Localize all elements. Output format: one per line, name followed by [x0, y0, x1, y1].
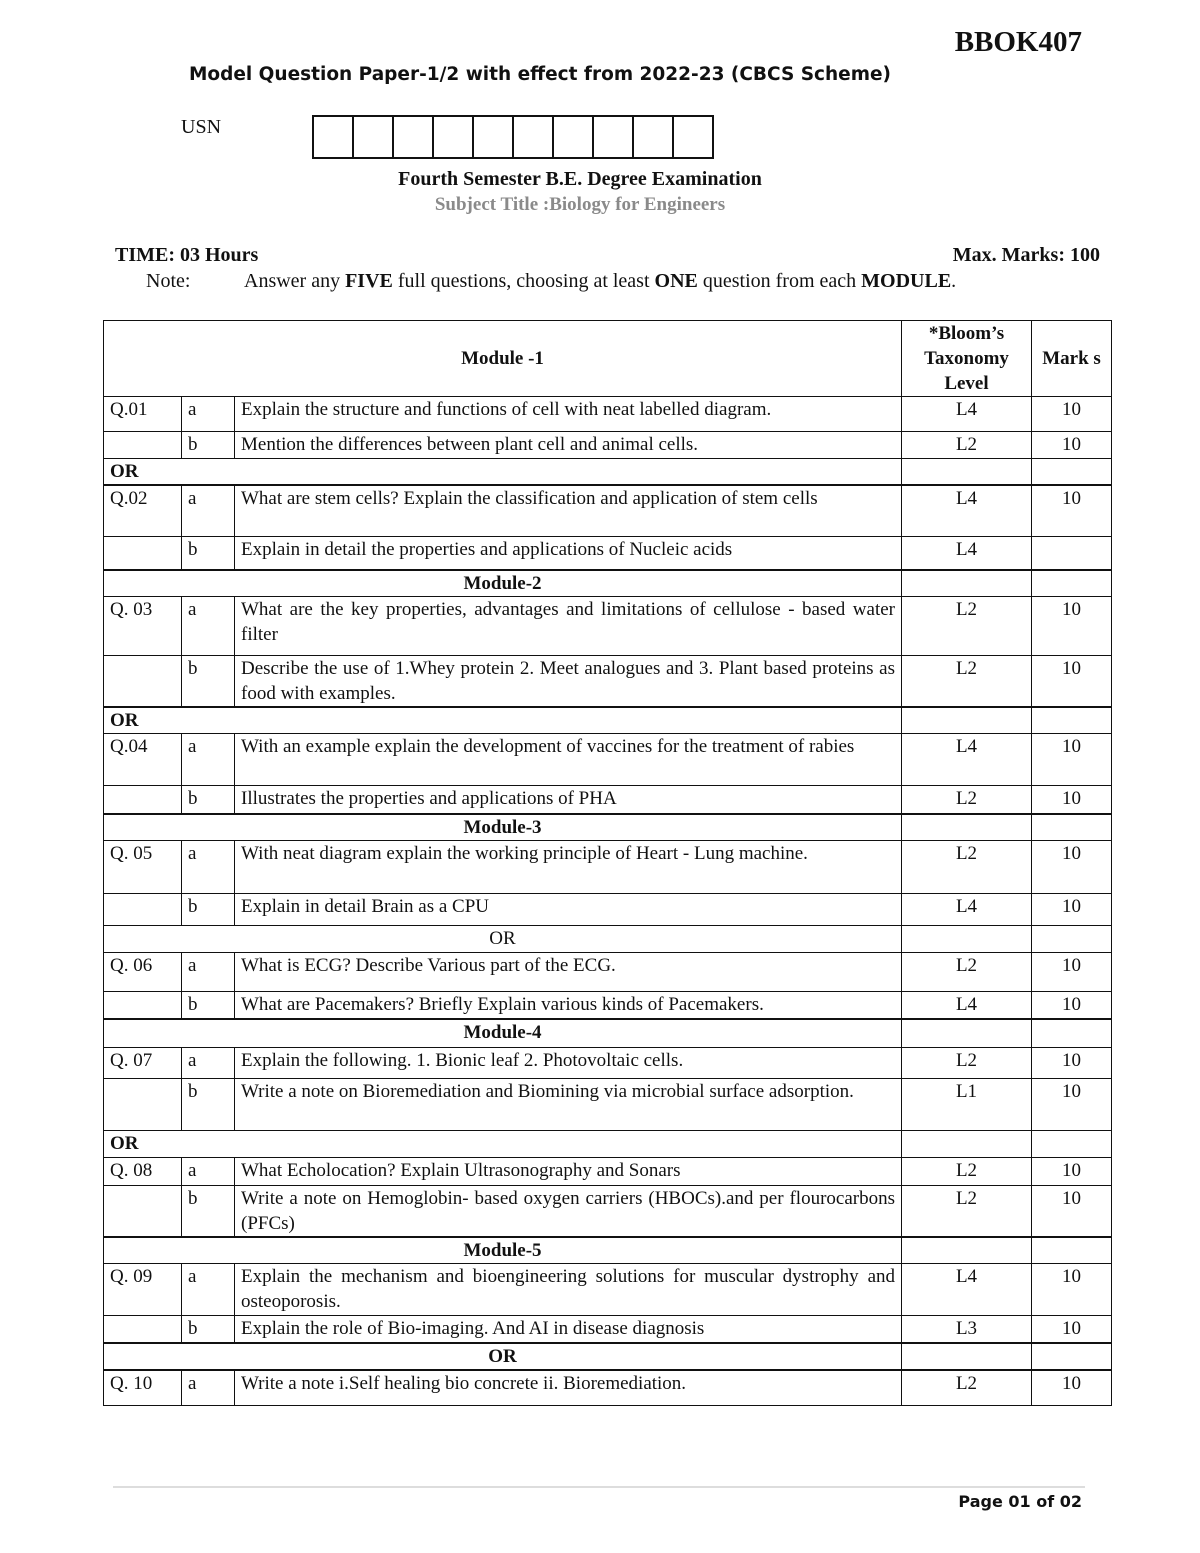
usn-box — [354, 117, 394, 157]
or-row: OR — [104, 1343, 1112, 1370]
table-row: b Explain the role of Bio-imaging. And AI in disease diagnosis L3 10 — [104, 1315, 1112, 1343]
module-row: Module-4 — [104, 1019, 1112, 1047]
footer-divider — [113, 1486, 1085, 1488]
marks-header: Mark s — [1032, 321, 1112, 397]
usn-box — [674, 117, 712, 157]
usn-box — [514, 117, 554, 157]
exam-title: Fourth Semester B.E. Degree Examination — [398, 168, 762, 190]
table-row: Q. 07 a Explain the following. 1. Bionic leaf 2. Photovoltaic cells. L2 10 — [104, 1047, 1112, 1078]
usn-box — [314, 117, 354, 157]
max-marks-label: Max. Marks: 100 — [952, 244, 1100, 266]
usn-box — [554, 117, 594, 157]
table-row: Q. 09 a Explain the mechanism and bioengineering solutions for muscular dystrophy and osteoporosis. L4 10 — [104, 1263, 1112, 1315]
subject-code: BBOK407 — [954, 26, 1082, 58]
table-row: Q. 06 a What is ECG? Describe Various part of the ECG. L2 10 — [104, 952, 1112, 991]
table-row: Q. 10 a Write a note i.Self healing bio concrete ii. Bioremediation. L2 10 — [104, 1370, 1112, 1405]
table-row: Q.04 a With an example explain the development of vaccines for the treatment of rabies L4 10 — [104, 734, 1112, 786]
table-row: Q.01 a Explain the structure and functions of cell with neat labelled diagram. L4 10 — [104, 397, 1112, 432]
module-row: Module-2 — [104, 570, 1112, 597]
usn-box — [394, 117, 434, 157]
module-row: Module-5 — [104, 1237, 1112, 1264]
usn-box — [434, 117, 474, 157]
bloom-header: *Bloom’s Taxonomy Level — [902, 321, 1032, 397]
table-row: b Explain in detail the properties and applications of Nucleic acids L4 — [104, 536, 1112, 570]
or-row: OR — [104, 459, 1112, 486]
table-row: b Illustrates the properties and applications of PHA L2 10 — [104, 786, 1112, 814]
or-row: OR — [104, 707, 1112, 734]
module-row: Module-3 — [104, 814, 1112, 841]
table-row: Q. 08 a What Echolocation? Explain Ultrasonography and Sonars L2 10 — [104, 1157, 1112, 1185]
usn-box — [634, 117, 674, 157]
usn-box — [474, 117, 514, 157]
time-label: TIME: 03 Hours — [115, 244, 259, 266]
table-row: b Write a note on Hemoglobin- based oxygen carriers (HBOCs).and per flourocarbons (PFCs) L2 10 — [104, 1185, 1112, 1237]
note-label: Note: — [146, 270, 191, 292]
module-heading: Module -1 — [104, 321, 902, 397]
or-row: OR — [104, 1130, 1112, 1157]
table-header-row — [104, 321, 1112, 397]
question-table — [103, 320, 1112, 1406]
table-row: Q. 03 a What are the key properties, advantages and limitations of cellulose - based water filter L2 10 — [104, 597, 1112, 656]
table-row: b Describe the use of 1.Whey protein 2. Meet analogues and 3. Plant based proteins as food with examples. L2 10 — [104, 656, 1112, 708]
usn-label: USN — [181, 116, 222, 138]
table-row: b Mention the differences between plant cell and animal cells. L2 10 — [104, 432, 1112, 459]
usn-boxes — [312, 115, 714, 159]
note-text: Answer any FIVE full questions, choosing at least ONE question from each MODULE. — [244, 270, 957, 292]
table-row: b What are Pacemakers? Briefly Explain various kinds of Pacemakers. L4 10 — [104, 991, 1112, 1019]
table-row: b Write a note on Bioremediation and Biomining via microbial surface adsorption. L1 10 — [104, 1078, 1112, 1130]
table-row: Q. 05 a With neat diagram explain the working principle of Heart - Lung machine. L2 10 — [104, 840, 1112, 893]
table-row: Q.02 a What are stem cells? Explain the classification and application of stem cells L4 10 — [104, 485, 1112, 536]
or-row: OR — [104, 925, 1112, 952]
subject-title: Subject Title :Biology for Engineers — [434, 194, 726, 215]
page-number: Page 01 of 02 — [958, 1492, 1082, 1511]
usn-box — [594, 117, 634, 157]
paper-title: Model Question Paper-1/2 with effect from 2022-23 (CBCS Scheme) — [188, 64, 891, 85]
table-row: b Explain in detail Brain as a CPU L4 10 — [104, 893, 1112, 925]
